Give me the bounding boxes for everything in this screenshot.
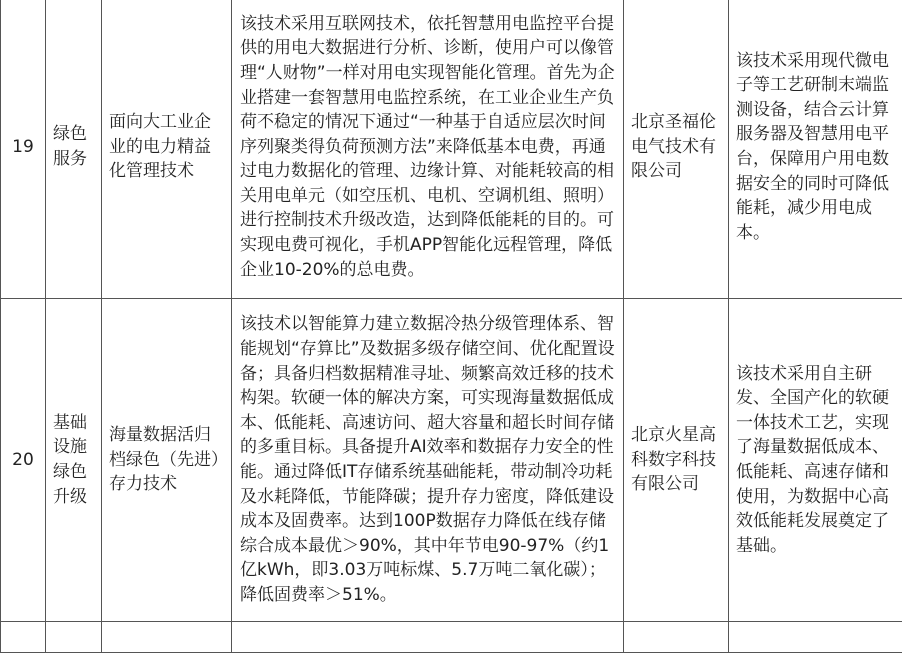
row-company: 北京火星高科数字科技有限公司 <box>624 299 729 622</box>
row-tech-name: 面向大工业企业的电力精益化管理技术 <box>102 0 232 299</box>
partial-cell <box>624 622 729 653</box>
row-category: 绿色服务 <box>46 0 102 299</box>
partial-cell <box>102 622 232 653</box>
row-description: 该技术以智能算力建立数据冷热分级管理体系、智能规划“存算比”及数据多级存储空间、优化配置设备；具备归档数据精准寻址、频繁高效迁移的技术构架。软硬一体的解决方案，可实现海量数据低成本、低能耗、高速访问、超大容量和超长时间存储的多重目标。具备提升AI效率和数据存力安全的性能。通过降低IT存储系统基础能耗，带动制冷功耗及水耗降低，节能降碳；提升存力密度，降低建设成本及固费率。达到100P数据存力降低在线存储综合成本最优＞90%，其中年节电90-97%（约1亿kWh，即3.03万吨标煤、5.7万吨二氧化碳）；降低固费率＞51%。 <box>232 299 624 622</box>
row-summary: 该技术采用自主研发、全国产化的软硬一体技术工艺，实现了海量数据低成本、低能耗、高速存储和使用，为数据中心高效低能耗发展奠定了基础。 <box>729 299 902 622</box>
row-description: 该技术采用互联网技术，依托智慧用电监控平台提供的用电大数据进行分析、诊断，使用户可以像管理“人财物”一样对用电实现智能化管理。首先为企业搭建一套智慧用电监控系统，在工业企业生产负荷不稳定的情况下通过“一种基于自适应层次时间序列聚类得负荷预测方法”来降低基本电费，再通过电力数据化的管理、边缘计算、对能耗较高的相关用电单元（如空压机、电机、空调机组、照明）进行控制技术升级改造，达到降低能耗的目的。可实现电费可视化，手机APP智能化远程管理，降低企业10-20%的总电费。 <box>232 0 624 299</box>
table-row-partial <box>1 622 902 653</box>
row-company: 北京圣福伦电气技术有限公司 <box>624 0 729 299</box>
table-row <box>1 0 902 299</box>
row-tech-name: 海量数据活归档绿色（先进）存力技术 <box>102 299 232 622</box>
row-number: 20 <box>1 299 46 622</box>
row-number: 19 <box>1 0 46 299</box>
partial-cell <box>46 622 102 653</box>
table-row <box>1 299 902 622</box>
partial-cell <box>232 622 624 653</box>
row-category: 基础设施绿色升级 <box>46 299 102 622</box>
row-summary: 该技术采用现代微电子等工艺研制末端监测设备，结合云计算服务器及智慧用电平台，保障用户用电数据安全的同时可降低能耗，减少用电成本。 <box>729 0 902 299</box>
partial-cell <box>729 622 902 653</box>
partial-cell <box>1 622 46 653</box>
